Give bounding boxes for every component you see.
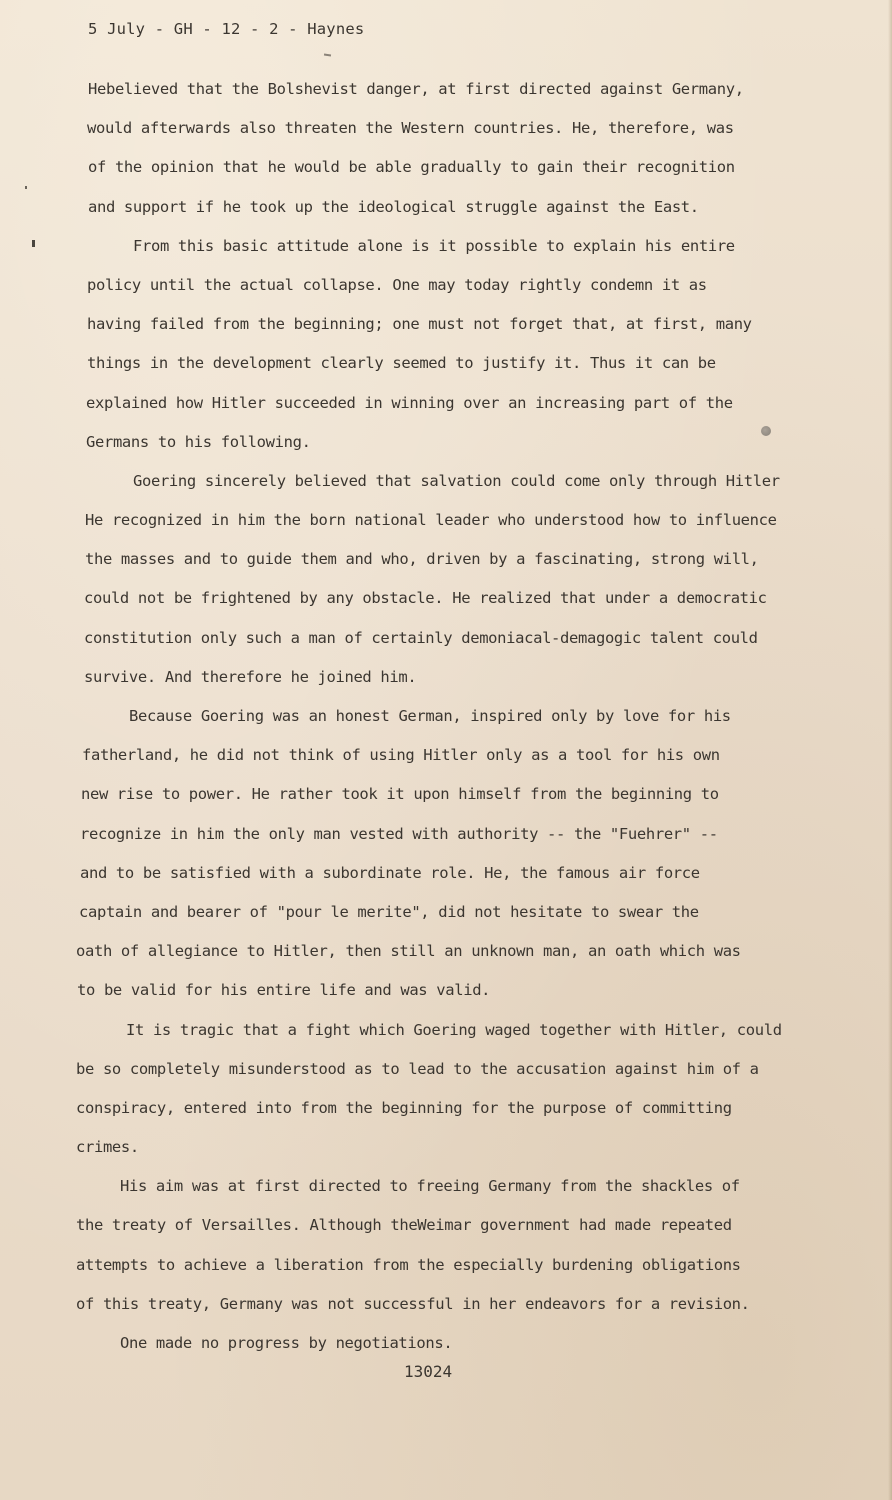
paragraph-start-line: One made no progress by negotiations. <box>120 1334 453 1352</box>
text-line: attempts to achieve a liberation from the especially burdening obligations <box>76 1255 741 1274</box>
text-line: of this treaty, Germany was not successful in her endeavors for a revision. <box>76 1294 750 1313</box>
text-line: be so completely misunderstood as to lead to the accusation against him of a <box>76 1059 759 1078</box>
paragraph-start-line: Because Goering was an honest German, inspired only by love for his <box>129 707 731 725</box>
paragraph-start-line: His aim was at first directed to freeing Germany from the shackles of <box>120 1177 740 1196</box>
text-line: constitution only such a man of certainly demoniacal-demagogic talent could <box>84 628 758 647</box>
text-line: the masses and to guide them and who, driven by a fascinating, strong will, <box>85 550 759 569</box>
text-line: He recognized in him the born national leader who understood how to influence <box>85 511 777 530</box>
text-line: and to be satisfied with a subordinate role. He, the famous air force <box>80 863 700 882</box>
text-line: oath of allegiance to Hitler, then still an unknown man, an oath which was <box>76 942 741 961</box>
paper-edge-shadow <box>888 0 892 1500</box>
paragraph-start-line: From this basic attitude alone is it possible to explain his entire <box>133 236 735 255</box>
paragraph-start-line: It is tragic that a fight which Goering waged together with Hitler, could <box>126 1020 782 1039</box>
text-line: captain and bearer of "pour le merite", did not hesitate to swear the <box>79 902 699 921</box>
text-line: crimes. <box>76 1138 139 1157</box>
text-line: Germans to his following. <box>86 432 311 451</box>
text-line: to be valid for his entire life and was valid. <box>77 981 491 1000</box>
text-line: having failed from the beginning; one must not forget that, at first, many <box>87 315 752 334</box>
text-line: would afterwards also threaten the Western countries. He, therefore, was <box>87 119 734 138</box>
text-line: could not be frightened by any obstacle. He realized that under a democratic <box>84 589 767 608</box>
text-line: explained how Hitler succeeded in winning over an increasing part of the <box>86 393 733 412</box>
page-header: 5 July - GH - 12 - 2 - Haynes <box>88 20 365 38</box>
paragraph-start-line: Goering sincerely believed that salvation could come only through Hitler <box>133 471 780 490</box>
text-line: of the opinion that he would be able gradually to gain their recognition <box>88 158 735 177</box>
text-line: the treaty of Versailles. Although theWeimar government had made repeated <box>76 1216 732 1235</box>
text-line: and support if he took up the ideological struggle against the East. <box>88 197 699 216</box>
text-line: Hebelieved that the Bolshevist danger, at first directed against Germany, <box>88 80 744 98</box>
text-line: fatherland, he did not think of using Hitler only as a tool for his own <box>82 746 720 765</box>
transcript-body <box>76 70 846 1363</box>
text-line: survive. And therefore he joined him. <box>84 667 417 686</box>
text-line: recognize in him the only man vested with authority -- the "Fuehrer" -- <box>80 824 718 843</box>
margin-dot <box>25 186 27 189</box>
stray-ink-mark <box>324 54 331 57</box>
page-number: 13024 <box>404 1362 453 1381</box>
text-line: policy until the actual collapse. One may today rightly condemn it as <box>87 275 707 294</box>
margin-mark <box>32 240 35 247</box>
text-line: things in the development clearly seemed to justify it. Thus it can be <box>87 354 716 373</box>
text-line: new rise to power. He rather took it upon himself from the beginning to <box>81 785 719 804</box>
text-line: conspiracy, entered into from the beginning for the purpose of committing <box>76 1098 732 1117</box>
